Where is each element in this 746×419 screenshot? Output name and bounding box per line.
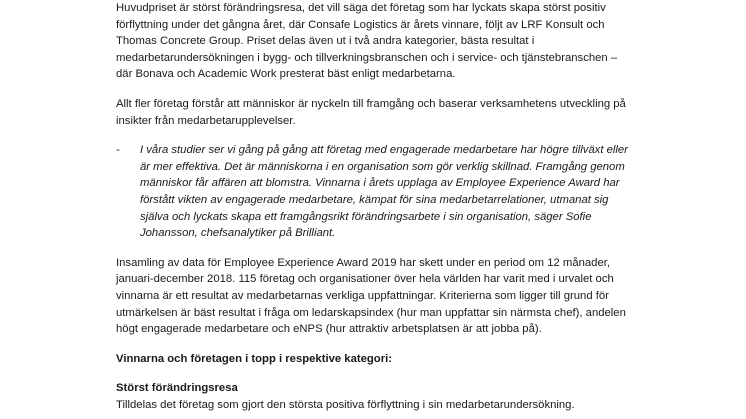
data-collection-paragraph: Insamling av data för Employee Experience Award 2019 har skett under en period om 12 månader, januari-december 2018. 115 företag och organisationer över hela världen har varit med i urvalet och vinnarna är ett resultat av medarbetarnas verkliga uppfattningar. Kriterierna som ligger till grund för utmärkelsen är bäst resultat i fråga om ledarskapsindex (hur man uppfattar sin närmsta chef), andelen högt engagerade medarbetare och eNPS (hur attraktiv arbetsplatsen är att jobba på).	[116, 256, 626, 336]
winners-heading: Vinnarna och företagen i topp i respektive kategori:	[116, 352, 393, 365]
pull-quote	[116, 142, 630, 242]
intro-paragraph: Huvudpriset är störst förändringsresa, det vill säga det företag som har lyckats skapa störst positiv förflyttning under det gångna året, där Consafe Logistics är årets vinnare, följt av LRF Konsult och Thomas Concrete Group. Priset delas även ut i två andra kategorier, bästa resultat i medarbetarundersökningen i bygg- och tillverkningsbranschen och i service- och tjänstebranschen – där Bonava och Academic Work presterat bäst enligt medarbetarna.	[116, 2, 618, 81]
insight-paragraph: Allt fler företag förstår att människor är nyckeln till framgång och baserar verksamhetens utveckling på insikter från medarbetarupplevelser.	[116, 97, 626, 127]
quote-dash-marker: -	[116, 144, 120, 157]
quote-text: I våra studier ser vi gång på gång att företag med engagerade medarbetare har högre tillväxt eller är mer effektiva. Det är människorna i en organisation som gör verklig skillnad. Framgång genom människor får affären att blomstra. Vinnarna i årets upplaga av Employee Experience Award har förstått vikten av engagerade medarbetare, kämpat för sina medarbetarrelationer, utmanat sig själva och lyckats skapa ett framgångsrikt förändringsarbete i sin organisation, säger Sofie Johansson, chefsanalytiker på Brilliant.	[140, 144, 628, 240]
category-title: Störst förändringsresa	[116, 382, 238, 395]
category-description: Tilldelas det företag som gjort den största positiva förflyttning i sin medarbetarundersökning.	[116, 398, 575, 411]
